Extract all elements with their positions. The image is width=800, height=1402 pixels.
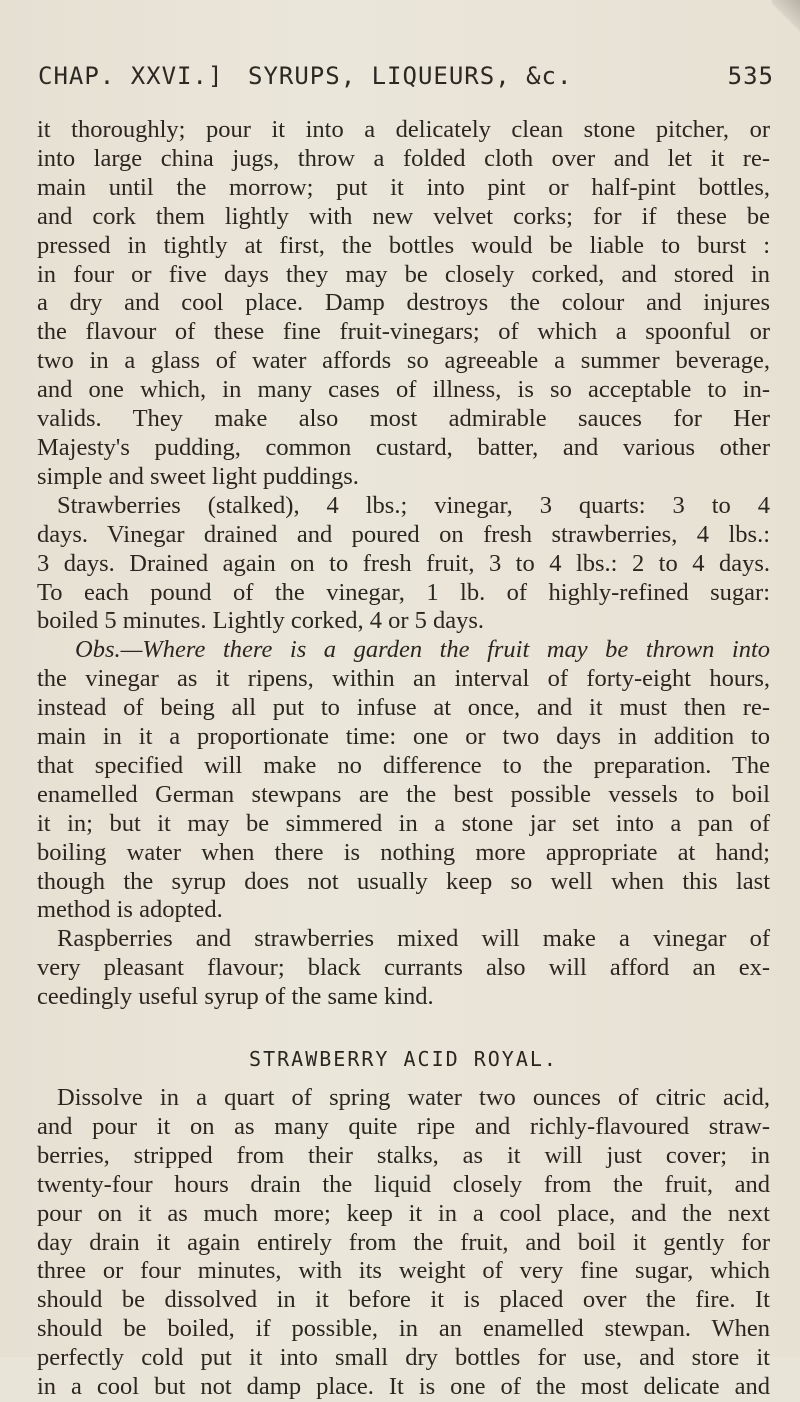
text-line: it thoroughly; pour it into a delicately clean stone pitcher, or — [37, 116, 770, 143]
text-line: instead of being all put to infuse at once, and it must then re- — [37, 694, 770, 722]
text-line: pour on it as much more; keep it in a cool place, and the next — [37, 1199, 770, 1227]
chapter-label: CHAP. XXVI.] — [38, 62, 224, 90]
text-line: into large china jugs, throw a folded cloth over and let it re- — [37, 144, 770, 172]
text-line: simple and sweet light puddings. — [37, 462, 359, 490]
body-text — [37, 116, 770, 1402]
paragraph-raspberries — [37, 925, 770, 1012]
text-line: three or four minutes, with its weight of very fine sugar, which — [37, 1257, 770, 1285]
text-line: in four or five days they may be closely corked, and stored in — [37, 260, 770, 288]
text-line: days. Vinegar drained and poured on fresh strawberries, 4 lbs.: — [37, 520, 770, 548]
running-header — [38, 62, 774, 102]
text-line: and one which, in many cases of illness, is so acceptable to in- — [37, 376, 770, 404]
text-line: it in; but it may be simmered in a stone jar set into a pan of — [37, 809, 770, 837]
paragraph-vinegar-instructions — [37, 116, 770, 492]
text-line: should be dissolved in it before it is placed over the fire. It — [37, 1286, 770, 1314]
text-line: boiled 5 minutes. Lightly corked, 4 or 5 days. — [37, 607, 485, 635]
text-line: boiling water when there is nothing more appropriate at hand; — [37, 838, 770, 866]
text-line: a dry and cool place. Damp destroys the colour and injures — [37, 289, 770, 317]
text-line: main until the morrow; put it into pint or half-pint bottles, — [37, 173, 770, 201]
paragraph-observation — [37, 636, 770, 925]
text-line: perfectly cold put it into small dry bottles for use, and store it — [37, 1344, 770, 1372]
text-line: should be boiled, if possible, in an enamelled stewpan. When — [37, 1315, 770, 1343]
text-line: the vinegar as it ripens, within an interval of forty-eight hours, — [37, 665, 770, 693]
running-title: SYRUPS, LIQUEURS, &c. — [248, 62, 573, 90]
text-line: valids. They make also most admirable sauces for Her — [37, 405, 770, 433]
text-line: pressed in tightly at first, the bottles would be liable to burst : — [37, 231, 770, 259]
page-corner-shadow — [772, 0, 800, 38]
text-line: that specified will make no difference to the preparation. The — [37, 751, 770, 779]
text-line: and pour it on as many quite ripe and richly-flavoured straw- — [37, 1112, 770, 1140]
page-number: 535 — [727, 62, 774, 90]
text-line: and cork them lightly with new velvet corks; for if these be — [37, 202, 770, 230]
text-line: two in a glass of water affords so agreeable a summer beverage, — [37, 347, 770, 375]
text-line: method is adopted. — [37, 896, 223, 924]
text-line: twenty-four hours drain the liquid closely from the fruit, and — [37, 1170, 770, 1198]
text-line: enamelled German stewpans are the best possible vessels to boil — [37, 780, 770, 808]
text-line: berries, stripped from their stalks, as it will just cover; in — [37, 1141, 770, 1169]
text-line: in a cool but not damp place. It is one of the most delicate and — [37, 1373, 770, 1401]
text-line: To each pound of the vinegar, 1 lb. of highly-refined sugar: — [37, 578, 770, 606]
text-line: 3 days. Drained again on to fresh fruit, 3 to 4 lbs.: 2 to 4 days. — [37, 549, 770, 577]
paragraph-strawberry-summary — [37, 492, 770, 637]
text-line: Strawberries (stalked), 4 lbs.; vinegar, 3 quarts: 3 to 4 — [57, 491, 770, 519]
text-line: day drain it again entirely from the fruit, and boil it gently for — [37, 1228, 770, 1256]
text-line: Dissolve in a quart of spring water two ounces of citric acid, — [57, 1084, 770, 1111]
paragraph-strawberry-acid — [37, 1084, 770, 1402]
text-line: Obs.—Where there is a garden the fruit may be thrown into — [75, 636, 770, 664]
text-line: though the syrup does not usually keep so well when this last — [37, 867, 770, 895]
text-line: Majesty's pudding, common custard, batter, and various other — [37, 433, 770, 461]
text-line: the flavour of these fine fruit-vinegars; of which a spoonful or — [37, 318, 770, 346]
text-line: very pleasant flavour; black currants also will afford an ex- — [37, 954, 770, 982]
section-title: STRAWBERRY ACID ROYAL. — [249, 1047, 558, 1072]
text-line: Raspberries and strawberries mixed will make a vinegar of — [57, 925, 770, 953]
text-line: ceedingly useful syrup of the same kind. — [37, 983, 434, 1011]
text-line: main in it a proportionate time: one or two days in addition to — [37, 723, 770, 751]
